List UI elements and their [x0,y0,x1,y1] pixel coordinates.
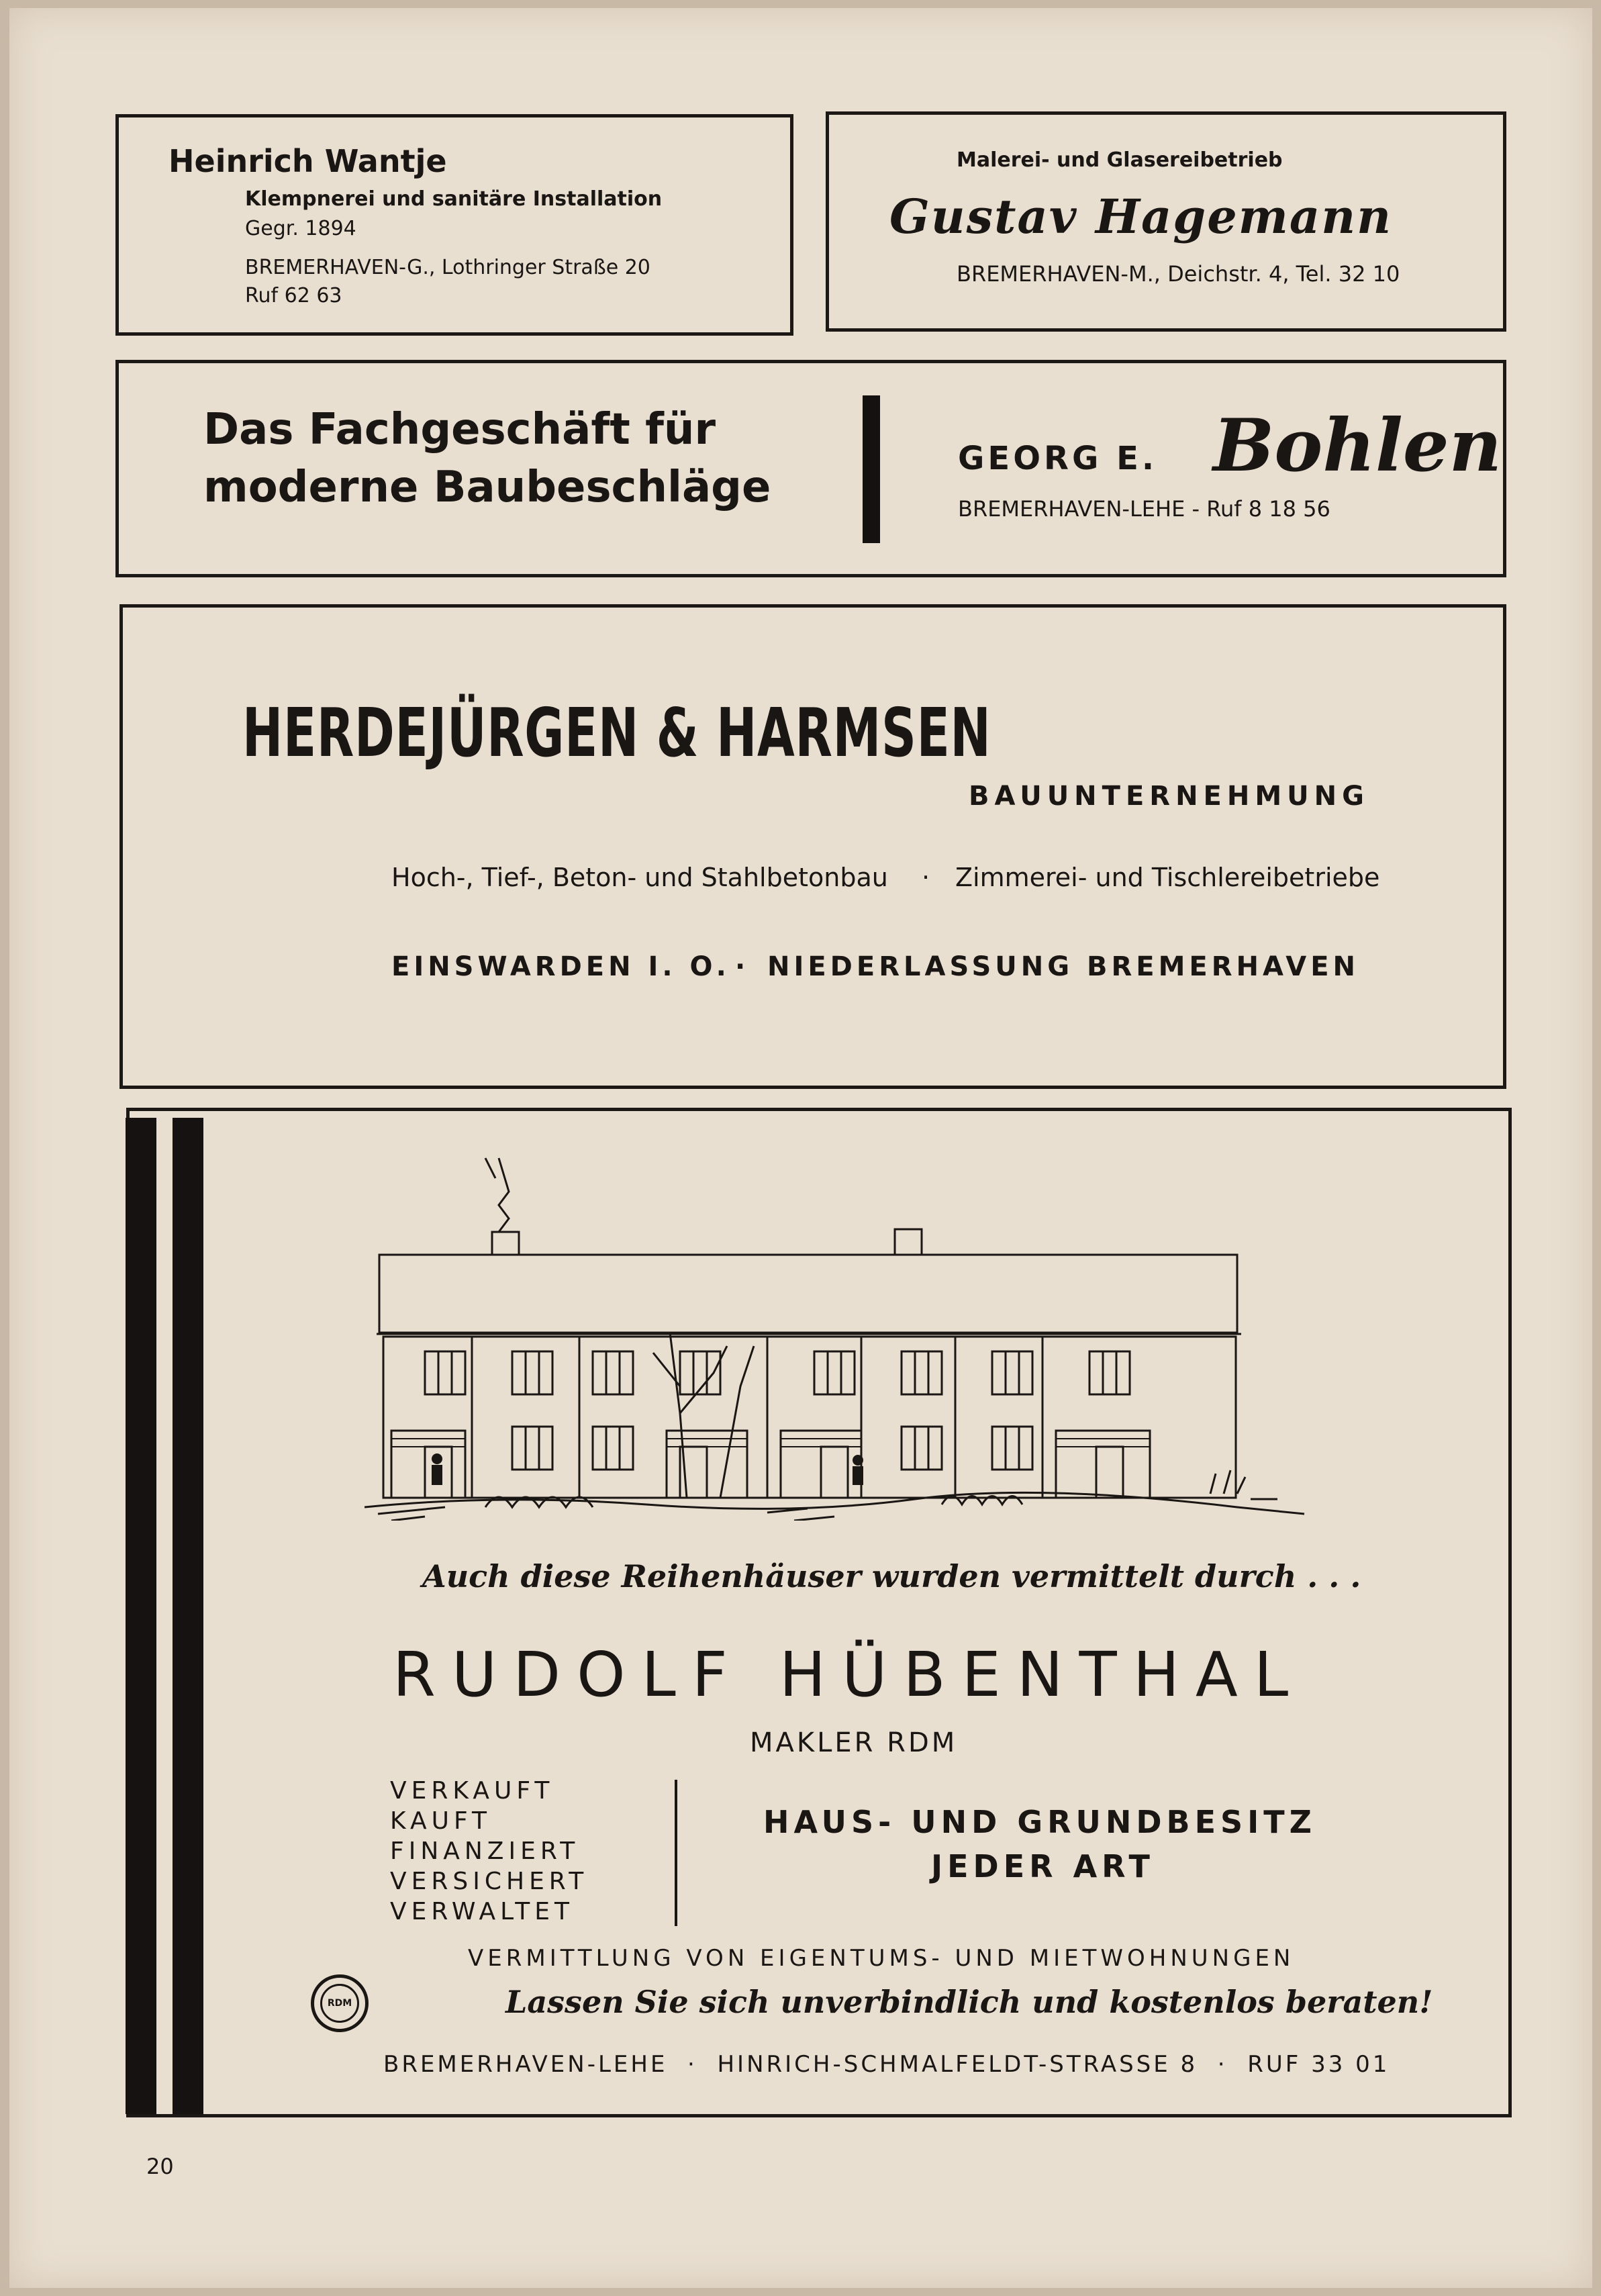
page-number: 20 [146,2154,174,2179]
founded-year: Gegr. 1894 [245,217,356,240]
owner-surname: Bohlen [1213,403,1502,488]
ad-hagemann [826,111,1506,332]
company-name: HERDEJÜRGEN & HARMSEN [242,693,991,772]
company-name: Heinrich Wantje [168,143,447,179]
slogan-line-2: moderne Baubeschläge [203,463,771,512]
row-houses-illustration [365,1131,1452,1521]
owner-first-name: GEORG E. [958,440,1158,477]
company-address: BREMERHAVEN-G., Lothringer Straße 20 [245,256,650,279]
slogan-line-1: Das Fachgeschäft für [203,405,716,455]
company-name: Gustav Hagemann [889,189,1393,244]
left-bar-2 [173,1118,203,2114]
services-list [390,1776,588,1927]
ad-huebenthal [126,1108,1512,2117]
service-item: KAUFT [390,1807,492,1835]
services-divider [675,1780,677,1926]
invitation: Lassen Sie sich unverbindlich und kostenlos beraten! [505,1984,1433,2020]
company-phone: Ruf 62 63 [245,284,342,307]
service-item: FINANZIERT [390,1837,580,1865]
specialty-line-1: HAUS- UND GRUNDBESITZ [763,1804,1316,1840]
vertical-divider [863,395,880,543]
seal-text: RDM [327,1998,352,2009]
ad-wantje [115,114,793,336]
mediation-line: VERMITTLUNG VON EIGENTUMS- UND MIETWOHNUNGEN [468,1945,1295,1972]
location-separator: · [735,951,746,982]
address-footer: BREMERHAVEN-LEHE · HINRICH-SCHMALFELDT-STRASSE 8 · RUF 33 01 [383,2051,1390,2078]
service-item: VERWALTET [390,1898,575,1925]
company-trade: Malerei- und Glasereibetrieb [957,148,1283,172]
service-item: VERKAUFT [390,1777,554,1805]
services-left: Hoch-, Tief-, Beton- und Stahlbetonbau [391,863,888,892]
left-bar-1 [126,1118,156,2114]
caption: Auch diese Reihenhäuser wurden vermittelt durch . . . [422,1558,1361,1594]
specialty-line-2: JEDER ART [931,1848,1155,1884]
company-address: BREMERHAVEN-M., Deichstr. 4, Tel. 32 10 [957,261,1400,287]
rdm-seal-icon [311,1974,369,2032]
company-trade: Klempnerei und sanitäre Installation [245,187,663,211]
catalog-page [9,8,1592,2288]
agent-title: MAKLER RDM [750,1727,958,1758]
services-separator: · [922,863,930,892]
ad-herdejuergen-harmsen [119,604,1506,1089]
location-right: NIEDERLASSUNG BREMERHAVEN [767,951,1360,982]
services-right: Zimmerei- und Tischlereibetriebe [955,863,1380,892]
company-address: BREMERHAVEN-LEHE - Ruf 8 18 56 [958,496,1330,522]
agent-name: RUDOLF HÜBENTHAL [393,1639,1305,1711]
ad-bohlen [115,360,1506,577]
company-type: BAUUNTERNEHMUNG [969,781,1369,812]
location-left: EINSWARDEN I. O. [391,951,730,982]
service-item: VERSICHERT [390,1868,589,1895]
